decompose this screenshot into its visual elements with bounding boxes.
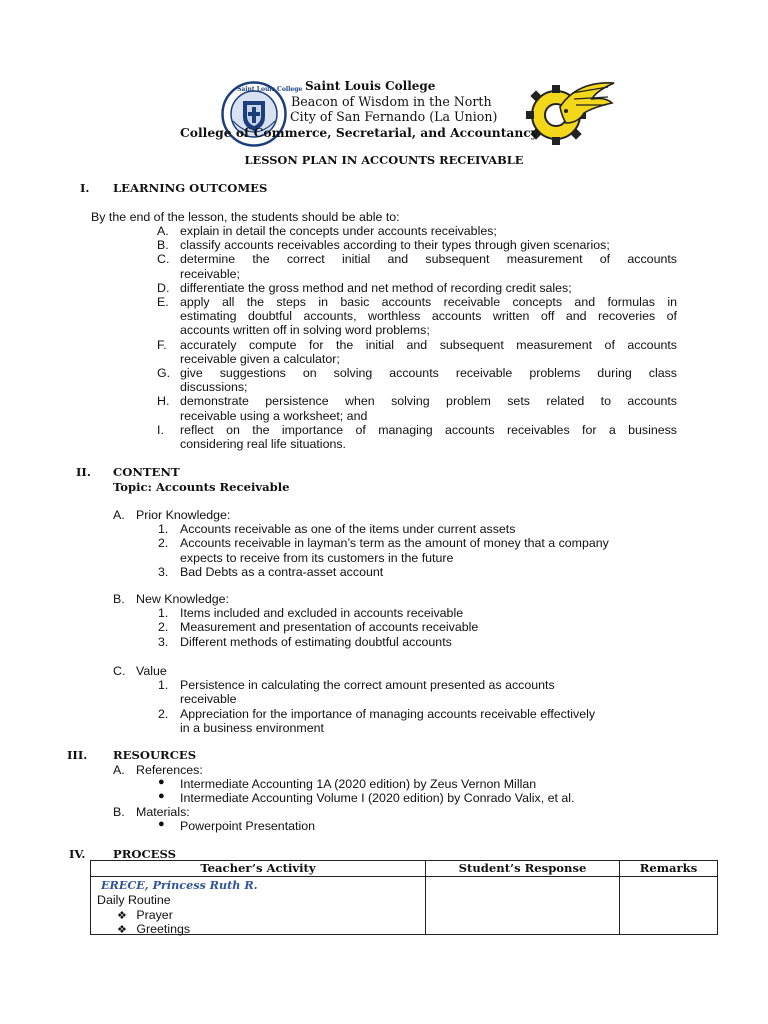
teacher-name: ERECE, Princess Ruth R. xyxy=(101,878,258,892)
content-item-text: Appreciation for the importance of managing accounts receivable effectively xyxy=(180,706,596,721)
bullet-dot-icon: ● xyxy=(158,790,165,802)
outcome-text: explain in detail the concepts under accounts receivables; xyxy=(180,224,497,238)
routine-item: ❖ Prayer xyxy=(117,908,173,922)
materials-label: B. xyxy=(113,805,125,819)
section-title-content: CONTENT xyxy=(113,465,180,479)
outcome-text: receivable using a worksheet; and xyxy=(180,408,368,423)
remarks-cell xyxy=(620,877,718,935)
outcome-text: estimating doubtful accounts, worthless accounts written off and recoveries of xyxy=(180,309,677,324)
bullet-dot-icon: ● xyxy=(158,776,165,788)
content-item-text: Measurement and presentation of accounts receivable xyxy=(180,620,479,635)
content-group-letter: A. xyxy=(113,508,125,522)
content-group-title: Value xyxy=(136,664,167,678)
seal-text: Saint Louis College xyxy=(237,86,303,93)
outcome-text: classify accounts receivables according to their types through given scenarios; xyxy=(180,238,610,253)
content-topic: Topic: Accounts Receivable xyxy=(113,480,290,494)
outcome-letter: A. xyxy=(157,224,169,238)
school-city: City of San Fernando (La Union) xyxy=(290,109,498,124)
outcome-text: receivable; xyxy=(180,266,240,281)
outcome-text: receivable given a calculator; xyxy=(180,351,340,366)
diamond-bullet-icon: ❖ xyxy=(117,910,127,922)
materials-title: Materials: xyxy=(136,805,190,819)
outcome-text: reflect on the importance of managing accounts receivables for a business xyxy=(180,422,677,437)
references-title: References: xyxy=(136,763,203,777)
outcome-text: differentiate the gross method and net method of recording credit sales; xyxy=(180,280,572,295)
outcome-letter: I. xyxy=(157,422,164,437)
col-header-student: Student’s Response xyxy=(426,861,620,877)
diamond-bullet-icon: ❖ xyxy=(117,924,127,936)
content-group-letter: B. xyxy=(113,592,125,606)
content-item-number: 2. xyxy=(158,536,169,551)
content-item-number: 1. xyxy=(158,606,169,621)
section-num-outcomes: I. xyxy=(80,181,90,195)
content-item-number: 2. xyxy=(158,706,169,721)
content-item-text: in a business environment xyxy=(180,720,324,735)
content-group-title: New Knowledge: xyxy=(136,592,229,606)
content-item-text: Accounts receivable in layman’s term as the amount of money that a company xyxy=(180,536,609,551)
college-name: College of Commerce, Secretarial, and Accountancy xyxy=(180,125,538,140)
content-item-text: Different methods of estimating doubtful accounts xyxy=(180,634,452,649)
section-title-outcomes: LEARNING OUTCOMES xyxy=(113,181,268,195)
routine-item: ❖ Greetings xyxy=(117,922,191,936)
section-title-resources: RESOURCES xyxy=(113,748,197,762)
content-group-letter: C. xyxy=(113,664,126,678)
outcome-letter: H. xyxy=(157,394,170,409)
bullet-dot-icon: ● xyxy=(158,818,165,830)
references-label: A. xyxy=(113,763,125,777)
content-item-text: receivable xyxy=(180,692,237,707)
resource-item: Intermediate Accounting Volume I (2020 edition) by Conrado Valix, et al. xyxy=(180,791,575,805)
content-item-number: 3. xyxy=(158,564,169,579)
outcome-letter: F. xyxy=(157,337,167,352)
outcome-text: accurately compute for the initial and subsequent measurement of accounts xyxy=(180,337,677,352)
teacher-activity-cell xyxy=(91,877,426,935)
outcome-letter: C. xyxy=(157,252,170,267)
outcome-text: accounts written off in solving word problems; xyxy=(180,323,430,338)
school-name: Saint Louis College xyxy=(305,79,436,93)
content-item-text: Persistence in calculating the correct amount presented as accounts xyxy=(180,678,555,693)
col-header-remarks: Remarks xyxy=(620,861,718,877)
content-item-number: 1. xyxy=(158,522,169,537)
outcome-letter: G. xyxy=(157,366,171,380)
outcome-text: apply all the steps in basic accounts receivable concepts and formulas in xyxy=(180,295,677,309)
outcome-letter: E. xyxy=(157,295,169,309)
outcomes-intro: By the end of the lesson, the students should be able to: xyxy=(91,210,400,224)
resource-item: Powerpoint Presentation xyxy=(180,819,316,833)
outcome-text: demonstrate persistence when solving problem sets related to accounts xyxy=(180,394,677,409)
section-num-process: IV. xyxy=(69,847,86,861)
content-item-number: 1. xyxy=(158,678,169,693)
outcome-letter: B. xyxy=(157,238,169,253)
content-item-number: 3. xyxy=(158,634,169,649)
content-item-number: 2. xyxy=(158,620,169,635)
student-response-cell xyxy=(426,877,620,935)
content-item-text: Bad Debts as a contra-asset account xyxy=(180,564,384,579)
outcome-text: give suggestions on solving accounts receivable problems during class xyxy=(180,366,677,380)
content-group-title: Prior Knowledge: xyxy=(136,508,231,522)
school-motto: Beacon of Wisdom in the North xyxy=(291,94,492,109)
section-title-process: PROCESS xyxy=(113,847,177,861)
process-table xyxy=(90,860,718,935)
section-num-content: II. xyxy=(76,465,91,479)
content-item-text: Items included and excluded in accounts receivable xyxy=(180,606,464,621)
outcome-text: determine the correct initial and subsequent measurement of accounts xyxy=(180,252,677,267)
page-title: LESSON PLAN IN ACCOUNTS RECEIVABLE xyxy=(244,153,524,167)
daily-routine: Daily Routine xyxy=(97,893,171,907)
section-num-resources: III. xyxy=(67,748,88,762)
resource-item: Intermediate Accounting 1A (2020 edition) by Zeus Vernon Millan xyxy=(180,777,537,791)
content-item-text: expects to receive from its customers in the future xyxy=(180,550,454,565)
content-item-text: Accounts receivable as one of the items under current assets xyxy=(180,522,516,537)
outcome-text: discussions; xyxy=(180,380,248,395)
outcome-text: considering real life situations. xyxy=(180,437,346,451)
col-header-teacher: Teacher’s Activity xyxy=(91,861,426,877)
outcome-letter: D. xyxy=(157,280,170,295)
